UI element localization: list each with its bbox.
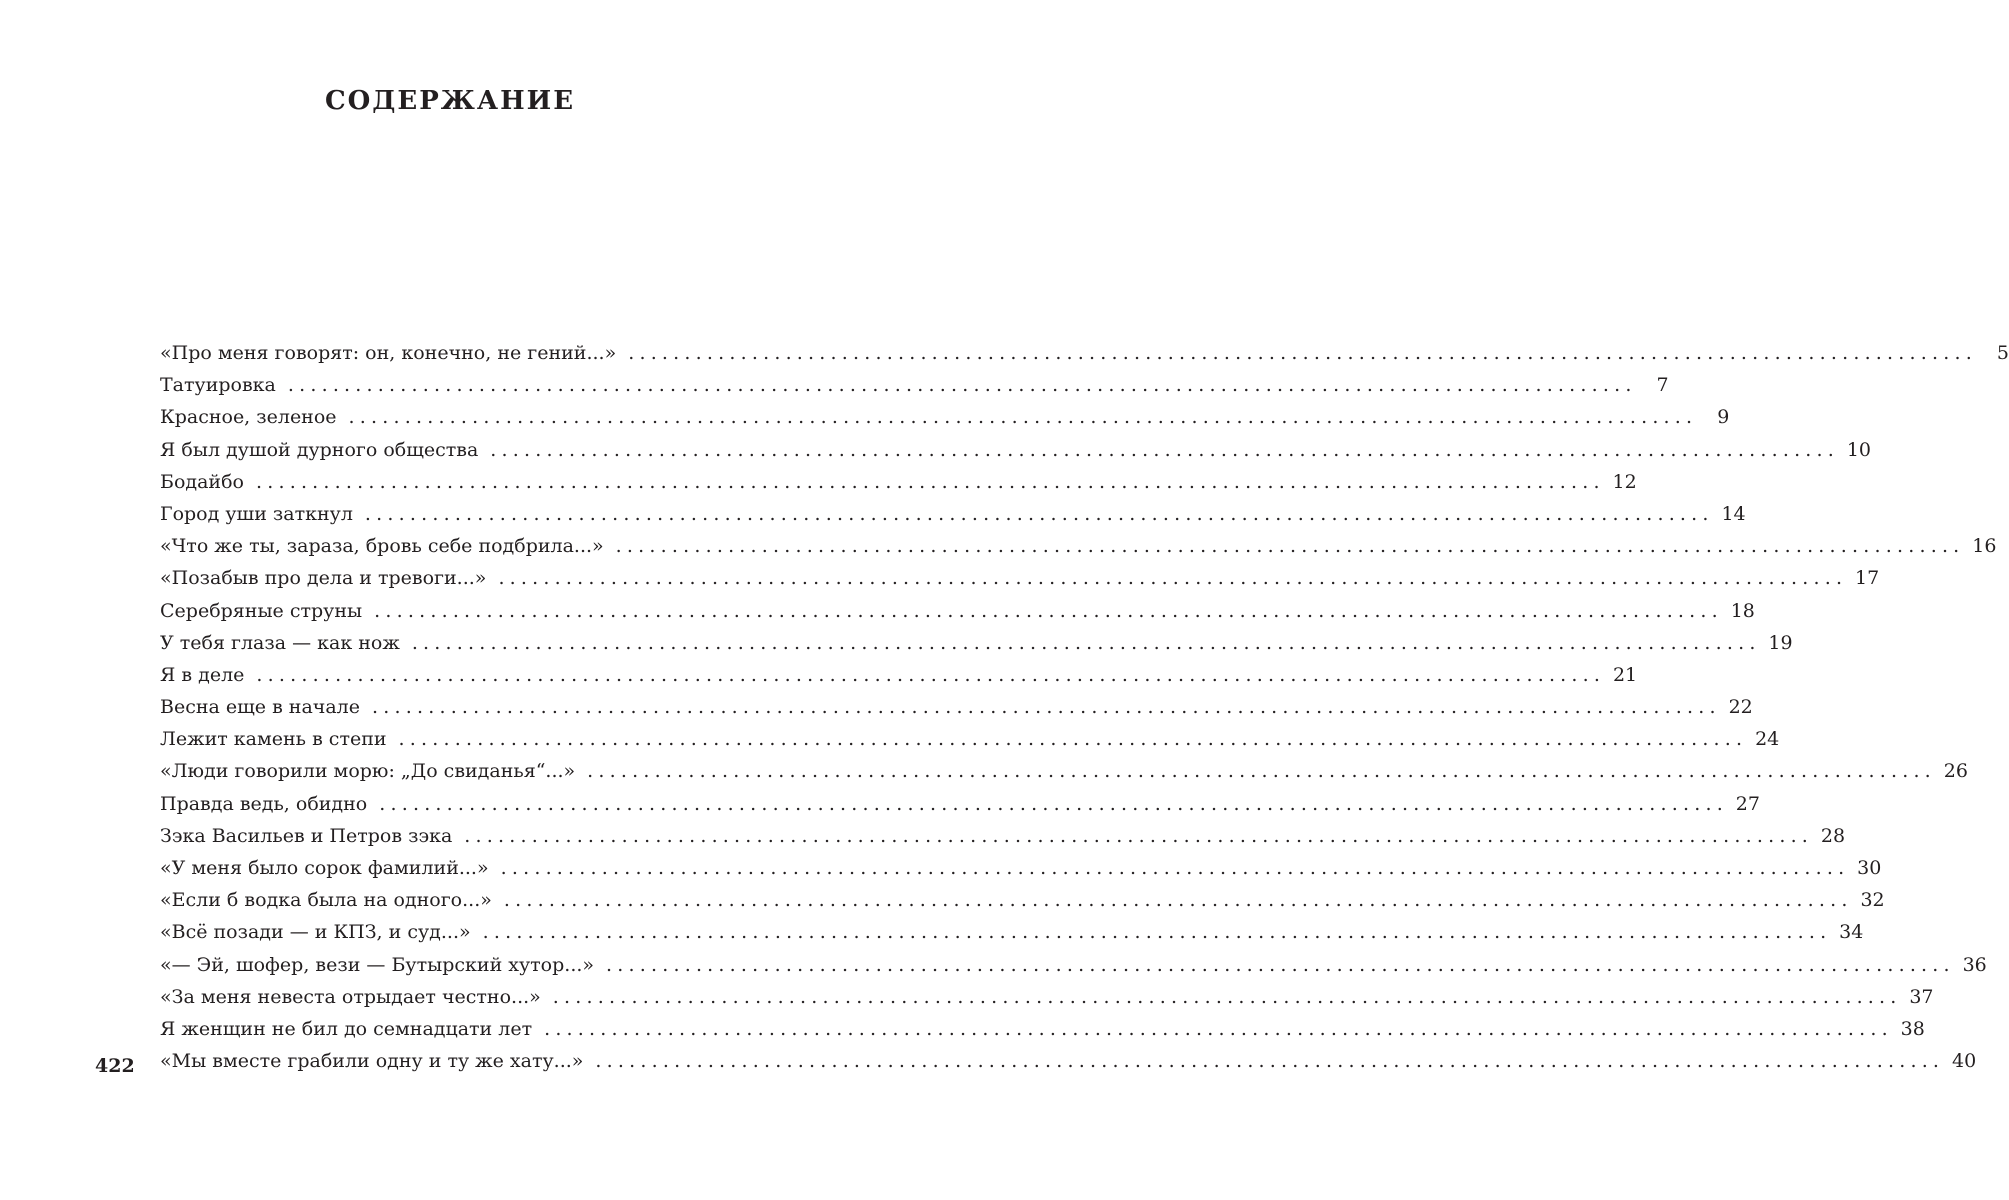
toc-entry-page: 12 (1612, 470, 1637, 493)
page-number: 422 (95, 1055, 135, 1077)
toc-entry (160, 857, 1882, 889)
toc-entry-title: Я был душой дурного общества (160, 438, 479, 461)
toc-entry-title: У тебя глаза — как нож (160, 631, 400, 654)
toc-entry (160, 760, 1968, 792)
toc-entry (160, 728, 1780, 760)
toc-entry (160, 470, 1637, 503)
toc-entry-page: 34 (1839, 921, 1864, 944)
toc-entry-page: 40 (1951, 1050, 1977, 1073)
toc-dot-leader: ........................................................................................................................ (255, 470, 1605, 493)
toc-entry (160, 502, 1746, 535)
toc-entry-title: «Мы вместе грабили одну и ту же хату...» (160, 1050, 584, 1073)
toc-dot-leader: ........................................................................................................................ (482, 921, 1832, 944)
toc-entry-title: «— Эй, шофер, вези — Бутырский хутор...» (160, 953, 595, 976)
toc-entry-page: 18 (1730, 599, 1755, 622)
toc-entry-title: «Позабыв про дела и тревоги...» (160, 567, 487, 590)
toc-dot-leader: ........................................................................................................................ (587, 760, 1936, 783)
toc-entry-page: 32 (1860, 889, 1885, 912)
toc-dot-leader: ........................................................................................................................ (500, 857, 1850, 879)
page-title: СОДЕРЖАНИЕ (324, 86, 576, 116)
toc-entry-page: 17 (1855, 567, 1880, 590)
toc-entry-page: 27 (1735, 792, 1760, 815)
toc-entry-title: Татуировка (160, 374, 276, 397)
toc-entry-page: 37 (1909, 985, 1934, 1008)
toc-dot-leader: ........................................................................................................................ (411, 631, 1761, 654)
toc-entry-title: «Про меня говорят: он, конечно, не гений...» (160, 342, 617, 364)
toc-entry (160, 342, 2009, 374)
toc-entry (160, 824, 1846, 857)
toc-dot-leader: ........................................................................................................................ (552, 985, 1902, 1008)
toc-entry-page: 30 (1857, 857, 1882, 879)
toc-entry (160, 1050, 1977, 1082)
toc-entry (160, 631, 1793, 664)
toc-dot-leader: ........................................................................................................................ (374, 599, 1723, 622)
toc-dot-leader: ........................................................................................................................ (464, 824, 1814, 847)
toc-dot-leader: ........................................................................................................................ (628, 342, 1977, 364)
toc-entry (160, 599, 1755, 632)
toc-dot-leader: ........................................................................................................................ (615, 535, 1965, 558)
toc-entry-title: Серебряные струны (160, 599, 363, 622)
toc-dot-leader: ........................................................................................................................ (287, 374, 1637, 397)
toc-dot-leader: ........................................................................................................................ (544, 1017, 1893, 1040)
toc-entry-page: 22 (1728, 696, 1753, 719)
toc-entry-title: «Всё позади — и КПЗ, и суд...» (160, 921, 471, 944)
toc-entry (160, 535, 1997, 567)
toc-entry-page: 10 (1846, 438, 1872, 461)
toc-entry (160, 663, 1638, 696)
toc-entry (160, 567, 1880, 599)
toc-entry-title: «Что же ты, зараза, бровь себе подбрила...» (160, 535, 604, 558)
toc-entry (160, 696, 1753, 728)
toc-entry (160, 1017, 1925, 1050)
toc-entry (160, 889, 1885, 921)
toc-entry (160, 985, 1934, 1018)
toc-entry (160, 792, 1760, 825)
toc-dot-leader: ........................................................................................................................ (595, 1050, 1945, 1073)
toc-entry (160, 438, 1872, 471)
toc-entry-title: «У меня было сорок фамилий...» (160, 857, 489, 879)
toc-entry-title: Лежит камень в степи (160, 728, 387, 751)
toc-entry-title: Зэка Васильев и Петров зэка (160, 824, 453, 847)
toc-entry-page: 38 (1900, 1017, 1925, 1040)
toc-entry-title: Весна еще в начале (160, 696, 361, 719)
toc-dot-leader: ........................................................................................................................ (348, 406, 1698, 429)
toc-entry-page: 19 (1768, 631, 1793, 654)
toc-dot-leader: ........................................................................................................................ (364, 502, 1714, 525)
toc-entry-page: 16 (1972, 535, 1997, 558)
toc-dot-leader: ........................................................................................................................ (606, 953, 1955, 976)
toc-entry-page: 7 (1656, 374, 1669, 397)
toc-entry-title: Красное, зеленое (160, 406, 337, 429)
toc-entry-title: Я женщин не бил до семнадцати лет (160, 1017, 533, 1040)
toc-entry-page: 24 (1755, 728, 1780, 751)
toc-entry-page: 5 (1996, 342, 2009, 364)
toc-entry-page: 26 (1943, 760, 1968, 783)
toc-entry-page: 14 (1721, 502, 1746, 525)
toc-entry-title: «Люди говорили морю: „До свиданья“...» (160, 760, 576, 783)
toc-dot-leader: ........................................................................................................................ (379, 792, 1728, 815)
toc-entry (160, 374, 1669, 406)
toc-entry-page: 9 (1717, 406, 1730, 429)
toc-entry-title: «Если б водка была на одного...» (160, 889, 492, 912)
toc-dot-leader: ........................................................................................................................ (372, 696, 1721, 719)
toc-entry-title: Город уши заткнул (160, 502, 353, 525)
toc-entry-page: 36 (1962, 953, 1987, 976)
toc-entry-page: 28 (1820, 824, 1846, 847)
toc-entry-title: Я в деле (160, 663, 245, 686)
toc-entry (160, 953, 1987, 986)
toc-entry-title: Правда ведь, обидно (160, 792, 368, 815)
toc-dot-leader: ........................................................................................................................ (256, 663, 1606, 686)
toc-entry-title: Бодайбо (160, 470, 244, 493)
toc-dot-leader: ........................................................................................................................ (503, 889, 1853, 912)
toc-entry (160, 406, 1730, 438)
toc-entry-page: 21 (1612, 663, 1638, 686)
toc-entry (160, 921, 1864, 953)
toc-dot-leader: ........................................................................................................................ (398, 728, 1748, 751)
toc-entry-title: «За меня невеста отрыдает честно...» (160, 985, 541, 1008)
table-of-contents (160, 342, 2009, 1082)
toc-dot-leader: ........................................................................................................................ (498, 567, 1848, 590)
toc-dot-leader: ........................................................................................................................ (490, 438, 1840, 461)
